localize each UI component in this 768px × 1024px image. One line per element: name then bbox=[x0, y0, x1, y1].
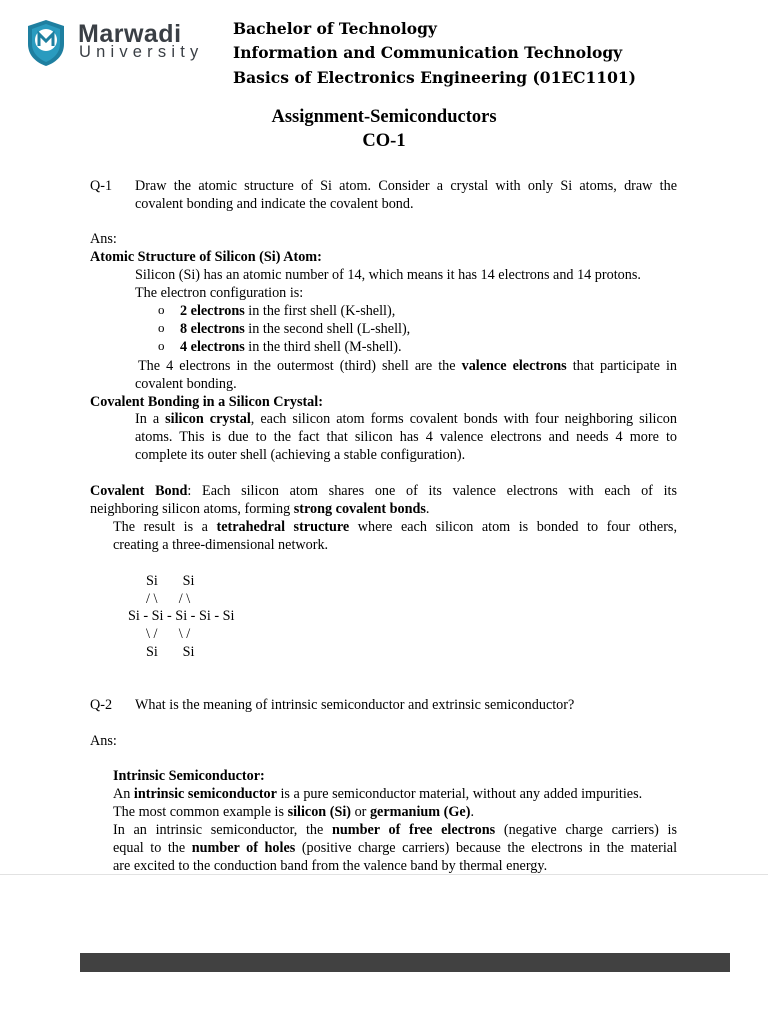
section-heading: Covalent Bonding in a Silicon Crystal: bbox=[90, 394, 323, 410]
header-degree: Bachelor of Technology bbox=[233, 19, 437, 38]
section-heading: Intrinsic Semiconductor: bbox=[113, 768, 265, 784]
question-number: Q-1 bbox=[90, 178, 113, 194]
footer-bar bbox=[80, 953, 730, 972]
paragraph: Covalent Bond: Each silicon atom shares one of its valence electrons with each of its neighboring silicon atoms, forming strong covalent bonds. bbox=[90, 483, 678, 517]
list-item: 8 electrons in the second shell (L-shell), bbox=[180, 321, 411, 337]
question-text: Draw the atomic structure of Si atom. Consider a crystal with only Si atoms, draw the covalent bonding and indicate the covalent bond. bbox=[135, 178, 677, 212]
header-department: Information and Communication Technology bbox=[233, 43, 623, 62]
logo-subtitle: University bbox=[79, 43, 204, 61]
question-number: Q-2 bbox=[90, 697, 113, 713]
logo-name: Marwadi bbox=[78, 20, 182, 48]
list-item: 4 electrons in the third shell (M-shell). bbox=[180, 339, 402, 355]
answer-label: Ans: bbox=[90, 231, 117, 247]
paragraph: In a silicon crystal, each silicon atom forms covalent bonds with four neighboring silicon atoms. This is due to the fact that silicon has 4 valence electrons and needs 4 more to complete its outer shell (achieving a stable configuration). bbox=[135, 411, 677, 463]
paragraph: The 4 electrons in the outermost (third) shell are the valence electrons that participate in covalent bonding. bbox=[135, 358, 677, 392]
question-text: What is the meaning of intrinsic semiconductor and extrinsic semiconductor? bbox=[135, 697, 575, 713]
list-item: 2 electrons in the first shell (K-shell), bbox=[180, 303, 396, 319]
bullet-marker: o bbox=[158, 302, 165, 317]
diagram-line: Si Si bbox=[146, 573, 195, 589]
paragraph-line: Silicon (Si) has an atomic number of 14, which means it has 14 electrons and 14 protons. bbox=[135, 267, 641, 283]
page-divider bbox=[0, 874, 768, 875]
section-heading: Atomic Structure of Silicon (Si) Atom: bbox=[90, 249, 322, 265]
paragraph: The result is a tetrahedral structure where each silicon atom is bonded to four others, creating a three-dimensional network. bbox=[113, 519, 677, 553]
header-course: Basics of Electronics Engineering (01EC1101) bbox=[233, 68, 636, 87]
paragraph: In an intrinsic semiconductor, the number of free electrons (negative charge carriers) is equal to the number of holes (positive charge carriers) because the electrons in the material are excited to the conduction band from the valence band by thermal energy. bbox=[113, 822, 678, 874]
page-title: Assignment-Semiconductors bbox=[271, 107, 497, 127]
paragraph-line: An intrinsic semiconductor is a pure semiconductor material, without any added impurities. bbox=[113, 786, 643, 802]
paragraph-line: The most common example is silicon (Si) or germanium (Ge). bbox=[113, 804, 474, 820]
bullet-marker: o bbox=[158, 338, 165, 353]
diagram-line: Si - Si - Si - Si - Si bbox=[128, 608, 235, 624]
diagram-line: Si Si bbox=[146, 644, 195, 660]
shield-logo-icon bbox=[24, 18, 68, 68]
paragraph-line: The electron configuration is: bbox=[135, 285, 304, 301]
answer-label: Ans: bbox=[90, 733, 117, 749]
bullet-marker: o bbox=[158, 320, 165, 335]
page-subtitle: CO-1 bbox=[362, 131, 406, 151]
diagram-line: \ / \ / bbox=[146, 626, 191, 642]
diagram-line: / \ / \ bbox=[146, 591, 191, 607]
